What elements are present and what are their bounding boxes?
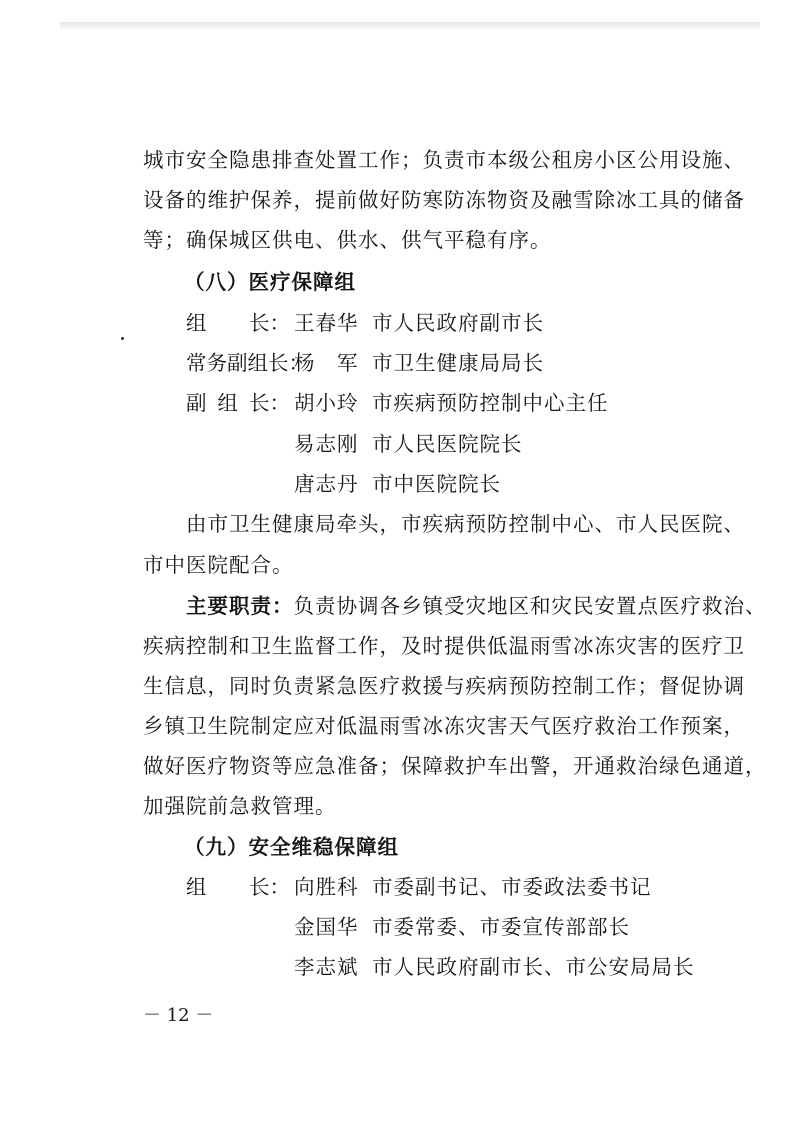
member-name: 杨 军 (294, 351, 359, 375)
paragraph-line: 市中医院配合。 (143, 553, 294, 577)
member-name: 易志刚 (294, 432, 359, 456)
member-title: 市疾病预防控制中心主任 (372, 391, 609, 415)
role-label: 组 长： (186, 875, 290, 899)
paragraph-line: 乡镇卫生院制定应对低温雨雪冰冻灾害天气医疗救治工作预案， (143, 714, 745, 738)
paragraph-line: 由市卫生健康局牵头，市疾病预防控制中心、市人民医院、 (186, 512, 745, 536)
scan-speck (121, 337, 124, 340)
role-label: 常务副组长： (186, 351, 309, 375)
duties-first-line (186, 592, 767, 620)
member-title: 市卫生健康局局长 (372, 351, 544, 375)
member-name: 向胜科 (294, 875, 359, 899)
paragraph-line: 做好医疗物资等应急准备；保障救护车出警，开通救治绿色通道， (143, 754, 767, 778)
paragraph-line: 生信息，同时负责紧急医疗救援与疾病预防控制工作；督促协调 (143, 674, 745, 698)
section-heading-medical: （八）医疗保障组 (184, 270, 356, 294)
member-title: 市人民政府副市长 (372, 311, 544, 335)
role-label: 组 长： (186, 311, 290, 335)
duties-text: 负责协调各乡镇受灾地区和灾民安置点医疗救治、 (293, 594, 767, 618)
duties-label: 主要职责： (186, 594, 294, 618)
member-title: 市人民政府副市长、市公安局局长 (372, 955, 695, 979)
member-name: 胡小玲 (294, 391, 359, 415)
paragraph-line: 等；确保城区供电、供水、供气平稳有序。 (143, 228, 552, 252)
member-name: 王春华 (294, 311, 359, 335)
member-title: 市人民医院院长 (372, 432, 523, 456)
scan-shadow (60, 22, 760, 30)
page-number: － 12 － (143, 1005, 214, 1026)
paragraph-line: 加强院前急救管理。 (143, 794, 337, 818)
member-title: 市中医院院长 (372, 472, 501, 496)
member-name: 金国华 (294, 915, 359, 939)
paragraph-line: 疾病控制和卫生监督工作，及时提供低温雨雪冰冻灾害的医疗卫 (143, 634, 745, 658)
paragraph-line: 城市安全隐患排查处置工作；负责市本级公租房小区公用设施、 (143, 148, 745, 172)
member-title: 市委副书记、市委政法委书记 (372, 875, 652, 899)
section-heading-security: （九）安全维稳保障组 (184, 835, 399, 859)
paragraph-line: 设备的维护保养，提前做好防寒防冻物资及融雪除冰工具的储备 (143, 188, 745, 212)
member-title: 市委常委、市委宣传部部长 (372, 915, 630, 939)
member-name: 唐志丹 (294, 472, 359, 496)
member-name: 李志斌 (294, 955, 359, 979)
role-label: 副 组 长： (186, 391, 290, 415)
